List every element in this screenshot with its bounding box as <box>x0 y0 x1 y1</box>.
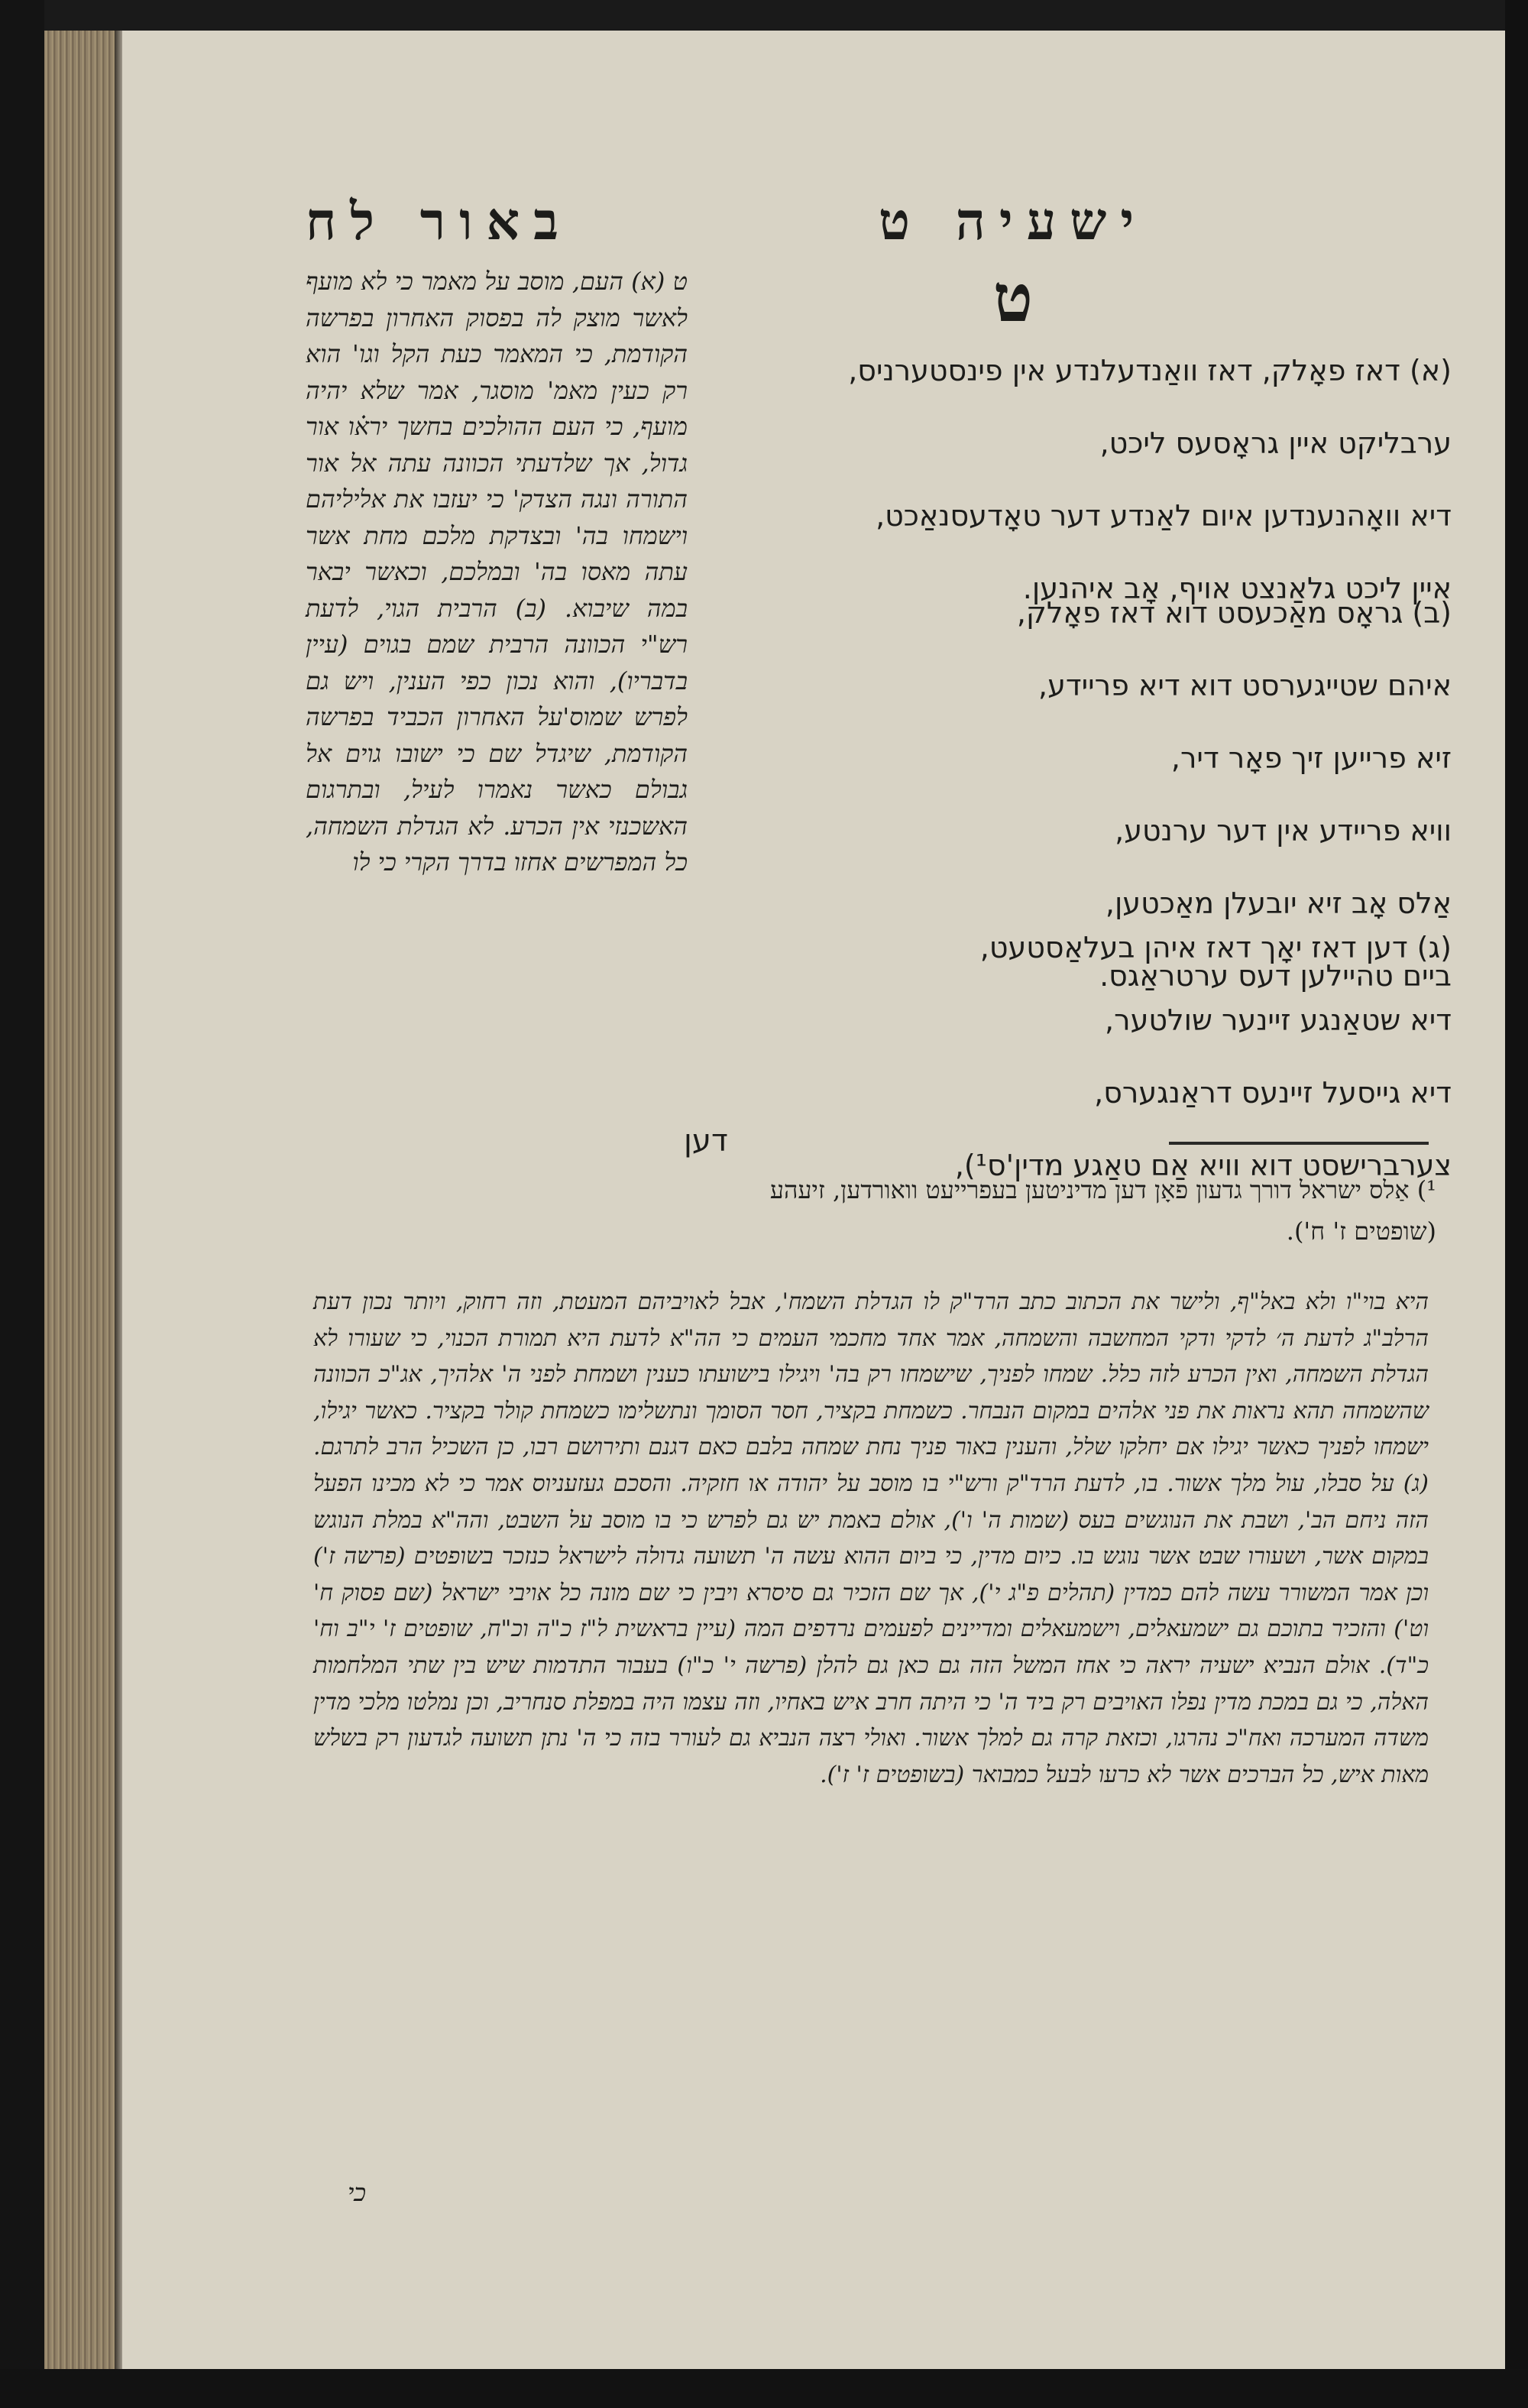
verse-line: דיא גייסעל זיינעס דראַנגערס, <box>1094 1076 1452 1110</box>
verse-line: (ב) גראָס מאַכעסט דוא דאז פאָלק, <box>1016 596 1452 630</box>
yiddish-catchword: דען <box>684 1123 728 1159</box>
verse-line: דיא וואָהנענדען איום לאַנדע דער טאָדעסנאַכט, <box>876 499 1452 533</box>
commentary-wide: היא בוי"ו ולא באל"ף, ולישר את הכתוב כתב הרד"ק לו הגדלת השמח', אבל לאויביהם המעטת, וזה רחוק, ויותר נכון דעת הרלב"ג לדעת ה׳ לדקי ודקי המחשבה והשמחה, אמר אחד מחכמי העמים כי הה"א לדעת היא תמורת הכנוי, כי שעורו לא הגדלת השמחה, ואין הכרע לזה כלל. שמחו לפניך, שישמחו רק בה' ויגילו בישועתו כענין ושמחת לפני ה' אלהיך, אג"כ הכוונה שהשמחה תהא נראות את פני אלהים במקום הנבחר. כשמחת בקציר, חסר הסומך ונתשלימו כשמחת קולר בקציר. כאשר יגילו, ישמחו לפניך כאשר יגילו אם יחלקו שלל, והענין באור פניך נחת שמחה בלבם כאם דגנם ותירושם רבו, כן השכיל הרב לתרגם. (ג) על סבלו, עול מלך אשור. בו, לדעת הרד"ק ורש"י בו מוסב על יהודה או חזקיה. והסכם געזעניוס אמר כי לא מכינו הפעל הזה ניחם הב', ושבת את הנוגשים בעס (שמות ה' ו'), אולם באמת יש גם לפרש כי בו מוסב על השבט, והה"א במלת הנוגש במקום אשר, ושעורו שבט אשר נוגש בו. כיום מדין, כי ביום ההוא עשה ה' תשועה גדולה לישראל כנזכר בשופטים (פרשה ז') וכן אמר המשורר עשה להם כמדין (תהלים פ"ג י'), אך שם הזכיר גם סיסרא ויבין כי שם מונה כל אויבי ישראל (שם פסוק ח' וט') והזכיר בתוכם גם ישמעאלים, וישמעאלים ומדיינים לפעמים נרדפים המה (עיין בראשית ל"ז כ"ה וכ"ח, שופטים ז' י"ב וח' כ"ד). אולם הנביא ישעיה יראה כי אחז המשל הזה גם כאן גם להלן (פרשה י' כ"ו) בעבור התדמות שיש בין שתי המלחמות האלה, כי גם במכת מדין נפלו האויבים רק ביד ה' כי היתה חרב איש באחיו, וזה עצמו היה במפלת סנחריב, וכן נמלטו מלכי מדין משדה המערכה ואח"כ נהרגו, וכזאת קרה גם למלך אשור. ואולי רצה הנביא גם לעורר בזה כי ה' נתן תשועה לגדעון רק בשלש מאות איש, כל הברכים אשר לא כרעו לבעל כמבואר (בשופטים ז' ז'). <box>313 1288 1429 1788</box>
chapter-letter: ט <box>993 260 1033 337</box>
verse-line: וויא פריידע אין דער ערנטע, <box>1115 814 1452 847</box>
commentary-column: ט (א) העם, מוסב על מאמר כי לא מועף לאשר מוצק לה בפסוק האחרון בפרשה הקודמת, כי המאמר כעת הקל וגו' הוא רק כעין מאמ' מוסגר, אמר שלא יהיה מועף, כי העם ההולכים בחשך ירא֗ו אור גדול, אך שלדעתי הכוונה עתה אל אור התורה ונגה הצדק' כי יעזבו את אליליהם וישמחו בה' ובצדקת מלכם מחת אשר עתה מאסו בה' ובמלכם, וכאשר יבאר במה שיבוא. (ב) הרבית הגוי, לדעת רש"י הכוונה הרבית שמם בגוים (עיין בדבריו), והוא נכון כפי הענין, ויש גם לפרש שמוס'על האחרון הכביד בפרשה הקודמת, שיגדל שם כי ישובו גוים אל גבולם כאשר נאמרו לעיל, ובתרגום האשכנזי אין הכרע. לא הגדלת השמחה, כל המפרשים אחזו בדרך הקרי כי לו <box>306 267 688 877</box>
commentary-catchword: כי <box>348 2178 367 2207</box>
verse-line: דיא שטאַנגע זיינער שולטער, <box>1105 1003 1452 1037</box>
verse-line: ערבליקט איין גראָסעס ליכט, <box>1099 426 1452 460</box>
verse-line: (ג) דען דאז יאָך דאז איהן בעלאַסטעט, <box>979 931 1452 964</box>
footnote-rule <box>1169 1142 1429 1145</box>
verse-line: (א) דאז פאָלק, דאז וואַנדעלנדע אין פינסטערניס, <box>848 354 1452 387</box>
verse-line: איהם שטייגערסט דוא דיא פריידע, <box>1038 669 1452 702</box>
verse-line: איין ליכט גלאַנצט אויף, אָב איהנען. <box>1022 572 1452 605</box>
header-left-title: באור לח <box>306 191 572 252</box>
right-margin-dark <box>1505 0 1528 2408</box>
book-binding <box>0 0 44 2408</box>
page-edges <box>44 31 118 2369</box>
yiddish-verse-3 <box>764 912 1452 1202</box>
verse-line: אַלס אָב זיא יובעלן מאַכטען, <box>1105 886 1452 920</box>
header-right-title: ישעיה ט <box>879 191 1148 252</box>
footnote: ¹) אַלס ישראל דורך גדעון פאָן דען מדיניטען בעפרייעט וואורדען, זיעהע (שופטים ז' ח'). <box>769 1175 1436 1246</box>
bottom-margin-dark <box>0 2369 1528 2408</box>
verse-line: צערברישסט דוא וויא אַם טאַגע מדין'ס¹), <box>954 1149 1452 1182</box>
verse-line: זיא פרייען זיך פאָר דיר, <box>1170 741 1452 775</box>
verse-line: ביים טהיילען דעס ערטראַגס. <box>1099 959 1452 993</box>
